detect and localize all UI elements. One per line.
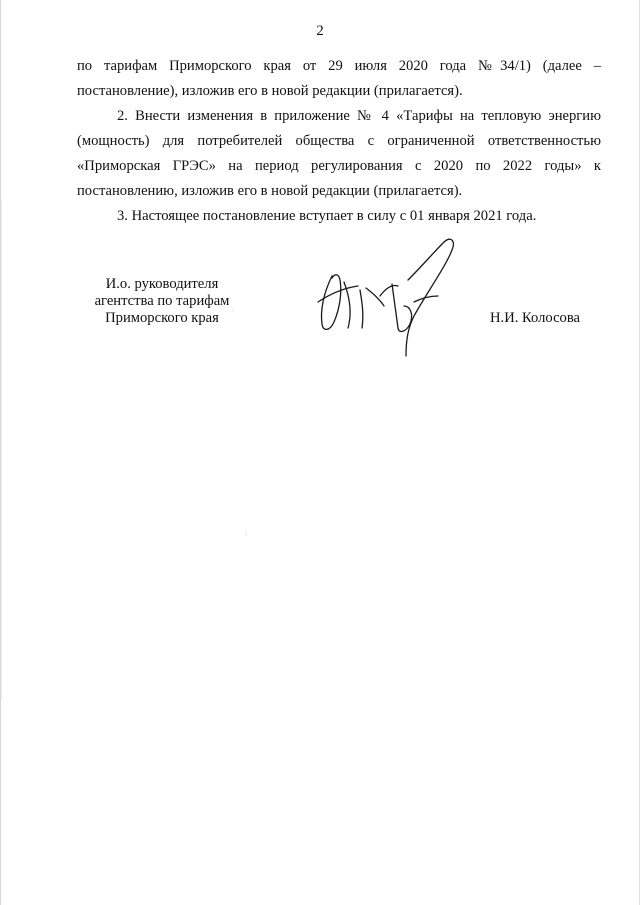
signer-position-line: И.о. руководителя bbox=[105, 276, 219, 292]
document-body bbox=[77, 54, 601, 229]
paragraph-item-3: 3. Настоящее постановление вступает в силу с 01 января 2021 года. bbox=[117, 208, 537, 224]
signer-position-line: агентства по тарифам bbox=[94, 293, 230, 309]
signer-name: Н.И. Колосова bbox=[490, 310, 581, 326]
signer-position-line: Приморского края bbox=[105, 310, 219, 326]
page-number: 2 bbox=[316, 23, 324, 39]
handwritten-signature bbox=[310, 236, 480, 361]
paragraph-item-2: 2. Внести изменения в приложение № 4 «Тарифы на тепловую энергию (мощность) для потребителей общества с ограниченной ответственностью «Приморская ГРЭС» на период регулирования с 2020 по 2022 годы» к постановлению, изложив его в новой редакции (прилагается). bbox=[77, 108, 601, 199]
signer-position bbox=[77, 276, 247, 327]
paragraph-continuation: по тарифам Приморского края от 29 июля 2020 года №34/1) (далее – постановление), изложив его в новой редакции (прилагается). bbox=[77, 58, 601, 99]
